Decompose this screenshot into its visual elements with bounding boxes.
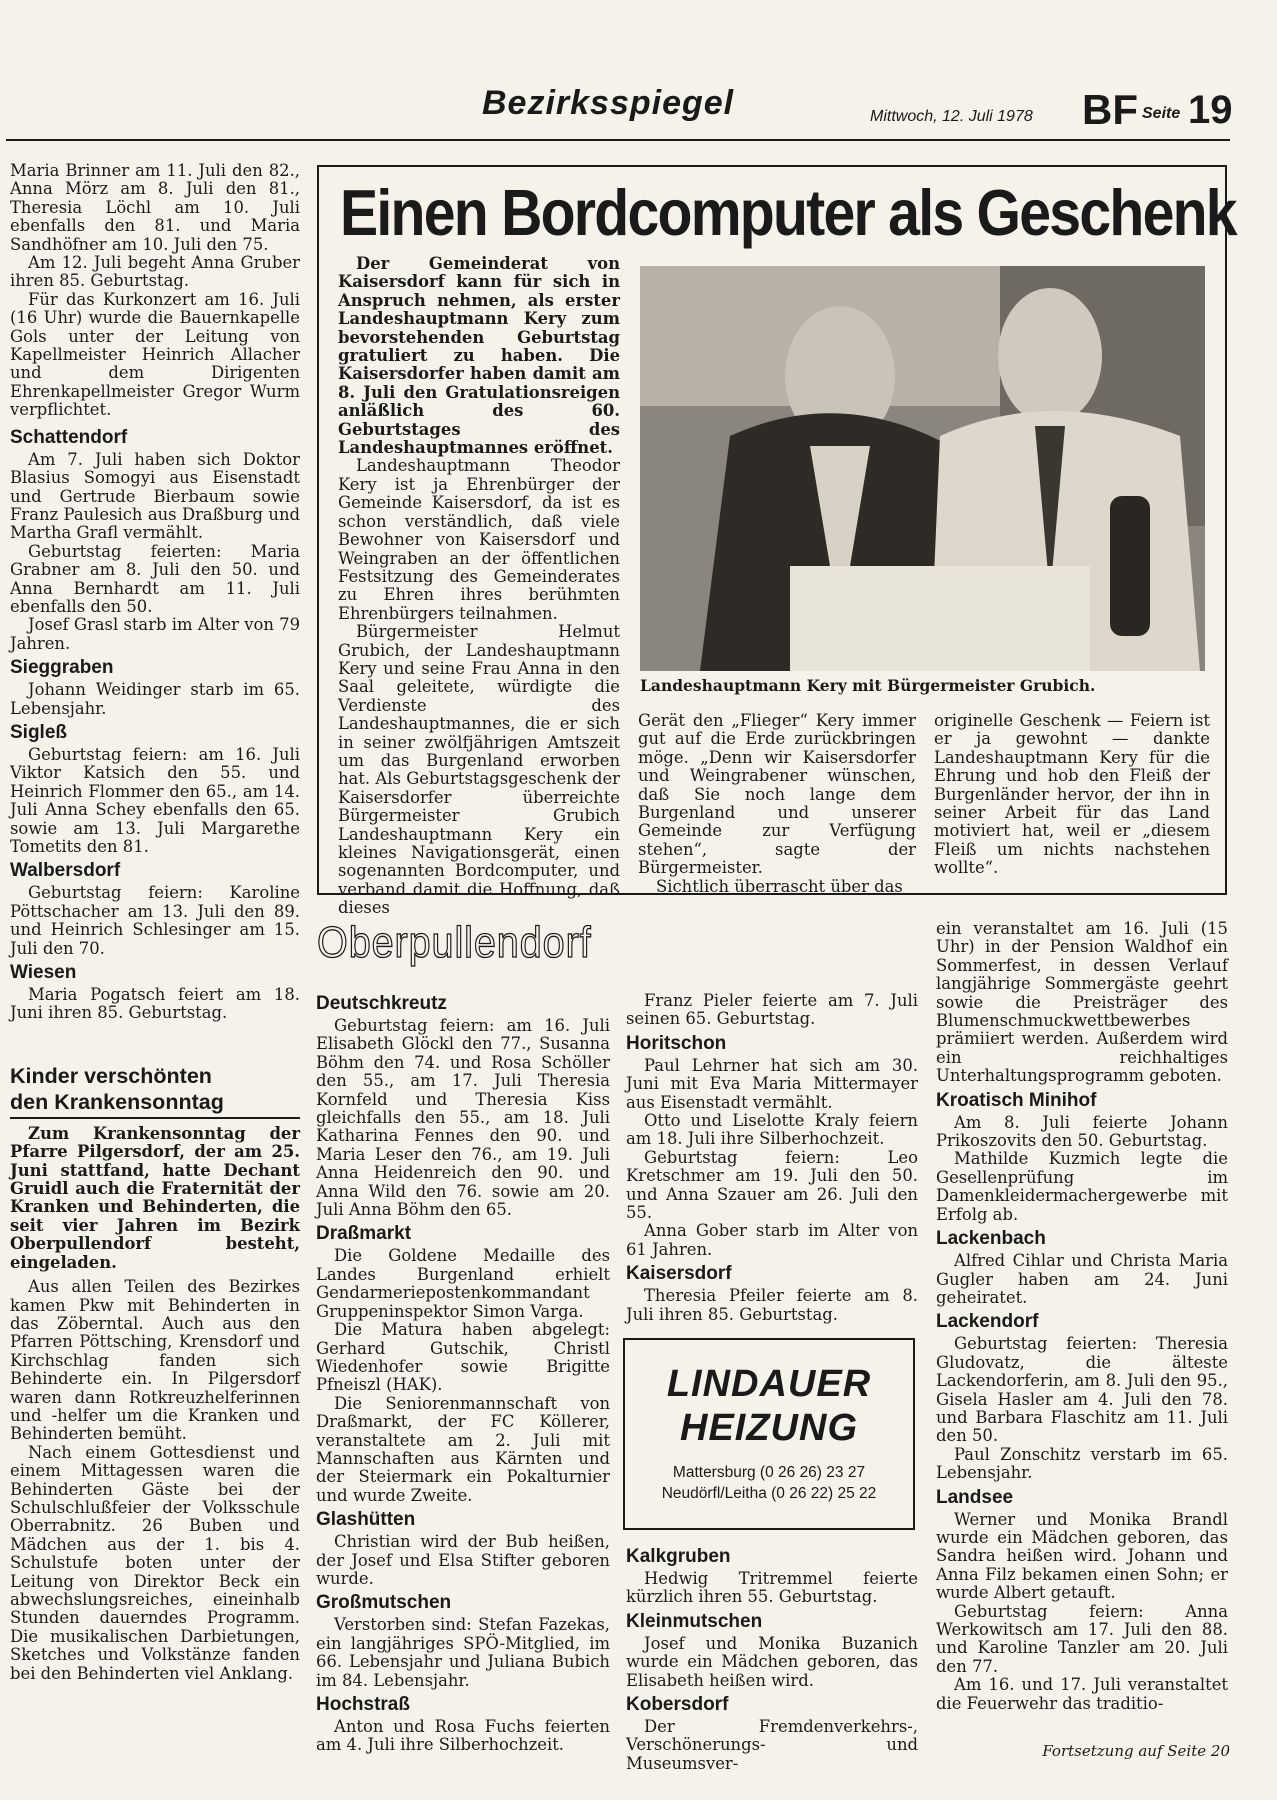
title-line: Kinder verschönten [10,1063,212,1088]
oberpullendorf-col3 [936,920,1228,1713]
paragraph: Geburtstag feiern: Anna Werkowitsch am 17. Juli den 88. und Karoline Tanzler am 20. Juli den 77. [936,1601,1228,1676]
section-heading: Glashütten [316,1509,416,1531]
kinder-article [10,1063,300,1683]
section-heading: Schattendorf [10,426,128,448]
paragraph: ein veranstaltet am 16. Juli (15 Uhr) in der Pension Waldhof ein Sommerfest, in dessen Verlauf langjährige Sommergäste geehrt sowie die Preisträger des Blumenschmuckwettbewerbes prämiiert werden. Außerdem wird ein reichhaltiges Unterhaltungsprogramm geboten. [936,919,1228,1086]
paragraph: Nach einem Gottesdienst und einem Mittagessen waren die Behinderten Gäste bei der Schulschlußfeier der Volksschule Oberrabnitz. 26 Buben und Mädchen aus der 1. bis 4. Schulstufe boten unter der Leitung von Direktor Beck ein abwechslungsreiches, eineinhalb Stunden dauerndes Programm. Die musikalischen Darbietungen, Sketches und Volkstänze fanden bei den Behinderten viel Anklang. [10,1442,300,1683]
photo-illustration [640,266,1205,671]
article-lead: Zum Krankensonntag der Pfarre Pilgersdorf, der am 25. Juni stattfand, hatte Dechant Gruidl auch die Fraternität der Kranken und Behinderten, die seit vier Jahren im Bezirk Oberpullendorf besteht, eingeladen. [10,1123,300,1272]
ad-contact: Neudörfl/Leitha (0 26 22) 25 22 [661,1485,877,1502]
ad-brand-line: HEIZUNG [680,1407,858,1449]
paragraph: Mathilde Kuzmich legte die Gesellenprüfung im Damenkleidermachergewerbe mit Erfolg ab. [936,1149,1228,1224]
page-number: 19 [1188,88,1233,132]
oberpullendorf-col2 [626,992,918,1324]
section-heading: Walbersdorf [10,860,121,882]
page-label: Seite [1142,105,1181,122]
main-headline: Einen Bordcomputer als Geschenk [340,176,1236,249]
section-heading: Wiesen [10,962,77,984]
oberpullendorf-col2-lower [626,1542,918,1773]
paragraph: Geburtstag feiern: am 16. Juli Elisabeth Glöckl den 77., Susanna Böhm den 74. und Rosa Schöller den 55., am 17. Juli Theresia Kornfeld und Theresia Kiss gleichfalls den 55., am 18. Juli Katharina Fennes den 90. und Maria Leser den 76., am 19. Juli Anna Heidenreich den 90. und Anna Wild den 76. sowie am 20. Juli Anna Böhm den 65. [316,1016,610,1220]
paragraph: Anton und Rosa Fuchs feierten am 4. Juli ihre Silberhochzeit. [316,1717,610,1755]
paragraph: Geburtstag feiern: am 16. Juli Viktor Katsich den 55. und Heinrich Flommer den 65., am 14. Juli Anna Schey ebenfalls den 65. sowie am 13. Juli Margarethe Tometits den 81. [10,744,300,856]
paragraph: Am 8. Juli feierte Johann Prikoszovits den 50. Geburtstag. [936,1112,1228,1151]
title-line: den Krankensonntag [10,1089,300,1119]
paragraph: Anna Gober starb im Alter von 61 Jahren. [626,1221,918,1259]
section-heading: Horitschon [626,1032,727,1054]
paragraph: Gerät den „Flieger“ Kery immer gut auf die Erde zurückbringen möge. „Denn wir Kaisersdorfer und Weingrabener wünschen, daß Sie noch lange dem Burgenland und unserer Gemeinde zur Verfügung stehen“, sagte der Bürgermeister. [638,711,916,878]
paragraph: Paul Zonschitz verstarb im 65. Lebensjahr. [936,1444,1228,1483]
article-photo [640,266,1205,671]
paragraph: Geburtstag feierten: Theresia Gludovatz, die älteste Lackendorferin, am 8. Juli den 95., Gisela Hasler am 4. Juli den 78. und Barbara Flaschitz am 11. Juli den 50. [936,1334,1228,1446]
section-heading: Draßmarkt [316,1223,412,1245]
section-title: Bezirksspiegel [482,84,735,122]
section-heading: Kobersdorf [626,1694,729,1716]
photo-caption: Landeshauptmann Kery mit Bürgermeister Grubich. [640,676,1096,695]
issue-date: Mittwoch, 12. Juli 1978 [870,108,1033,125]
section-heading: Lackenbach [936,1228,1046,1250]
section-heading: Kleinmutschen [626,1610,763,1632]
paragraph: Die Seniorenmannschaft von Draßmarkt, der FC Köllerer, veranstaltete am 2. Juli mit Mannschaften aus Kärnten und der Steiermark ein Pokalturnier und wurde Zweite. [316,1393,610,1505]
oberpullendorf-col1 [316,992,610,1755]
ad-brand-line: LINDAUER [666,1363,872,1405]
section-heading: Lackendorf [936,1311,1039,1333]
paragraph: Landeshauptmann Theodor Kery ist ja Ehrenbürger der Gemeinde Kaisersdorf, da ist es schon verständlich, daß viele Bewohner von Kaisersdorf und Weingraben an der öffentlichen Festsitzung des Gemeinderates zu Ehren ihres berühmten Ehrenbürgers teilnahmen. [338,456,620,623]
paragraph: Theresia Pfeiler feierte am 8. Juli ihren 85. Geburtstag. [626,1286,918,1324]
paragraph: Paul Lehrner hat sich am 30. Juni mit Eva Maria Mittermayer aus Eisenstadt vermählt. [626,1055,918,1112]
paragraph: Geburtstag feiern: Leo Kretschmer am 19. Juli den 50. und Anna Szauer am 26. Juli den 55. [626,1147,918,1223]
paragraph: Verstorben sind: Stefan Fazekas, ein langjähriges SPÖ-Mitglied, im 66. Lebensjahr und Juliana Bubich im 84. Lebensjahr. [316,1615,610,1690]
paragraph: Aus allen Teilen des Bezirkes kamen Pkw mit Behinderten in das Zöberntal. Auch aus den Pfarren Pöttsching, Krensdorf und Kirchschlag fanden sich Behinderte ein. In Pilgersdorf waren dann Rotkreuzhelferinnen und -helfer um die Kranken und Behinderten bemüht. [10,1277,300,1444]
paragraph: Sichtlich überrascht über das [656,876,903,896]
paper-logo: BF [1082,86,1138,133]
main-article-col1 [338,255,620,918]
paragraph: Otto und Liselotte Kraly feiern am 18. Juli ihre Silberhochzeit. [626,1111,918,1149]
section-heading: Sieggraben [10,657,114,679]
paragraph: Für das Kurkonzert am 16. Juli (16 Uhr) wurde die Bauernkapelle Gols unter der Leitung von Kapellmeister Heinrich Allacher und dem Dirigenten Ehrenkapellmeister Gregor Wurm verpflichtet. [10,289,300,420]
paragraph: Die Goldene Medaille des Landes Burgenland erhielt Gendarmeriepostenkommandant Gruppeninspektor Simon Varga. [316,1246,610,1321]
paragraph: originelle Geschenk — Feiern ist er ja gewohnt — dankte Landeshauptmann Kery für die Ehrung und hob den Fleiß der Burgenländer hervor, der ihn in seiner Arbeit für das Land motiviert hat, weil er „diesem Fleiß um nichts nachstehen wollte“. [934,711,1210,878]
paragraph: Der Fremdenverkehrs-, Verschönerungs- und Museumsver- [626,1717,918,1773]
paragraph: Johann Weidinger starb im 65. Lebensjahr. [10,680,300,718]
paragraph: Maria Pogatsch feiert am 18. Juni ihren 85. Geburtstag. [10,985,300,1023]
section-heading: Deutschkreutz [316,993,447,1014]
paragraph: Die Matura haben abgelegt: Gerhard Gutschik, Christl Wiedenhofer sowie Brigitte Pfneiszl (HAK). [316,1320,610,1395]
region-title: Oberpullendorf [317,918,592,967]
section-heading: Sigleß [10,721,68,743]
section-heading: Kaisersdorf [626,1263,732,1285]
paragraph: Franz Pieler feierte am 7. Juli seinen 65. Geburtstag. [626,991,918,1029]
paragraph: Josef und Monika Buzanich wurde ein Mädchen geboren, das Elisabeth heißen wird. [626,1633,918,1690]
paragraph: Bürgermeister Helmut Grubich, der Landeshauptmann Kery und seine Frau Anna in den Saal geleitete, würdigte die Verdienste des Landeshauptmannes, die er sich in seiner zwölfjährigen Amtszeit um das Burgenland erworben hat. Als Geburtstagsgeschenk der Kaisersdorfer überreichte Bürgermeister Grubich Landeshauptmann Kery ein kleines Navigationsgerät, einen sogenannten Bordcomputer, und verband damit die Hoffnung, daß dieses [338,622,620,918]
paragraph: Christian wird der Bub heißen, der Josef und Elsa Stifter geboren wurde. [316,1532,610,1588]
paragraph: Hedwig Tritremmel feierte kürzlich ihren 55. Geburtstag. [626,1569,918,1607]
paragraph: Maria Brinner am 11. Juli den 82., Anna Mörz am 8. Juli den 81., Theresia Löchl am 10. Juli ebenfalls den 81. und Maria Sandhöfner am 10. Juli den 75. [10,161,300,254]
main-article-col3 [934,712,1210,878]
section-heading: Landsee [936,1486,1014,1508]
header-rule [6,139,1230,141]
section-heading: Hochstraß [316,1694,410,1715]
column-1 [10,162,300,1683]
continued-note: Fortsetzung auf Seite 20 [1042,1742,1230,1760]
article-title [10,1063,300,1119]
ad-contact: Mattersburg (0 26 26) 23 27 [672,1464,866,1481]
section-heading: Kalkgruben [626,1546,731,1567]
paragraph: Am 16. und 17. Juli veranstaltet die Feuerwehr das traditio- [936,1675,1228,1713]
lindauer-ad [623,1338,915,1530]
paragraph: Werner und Monika Brandl wurde ein Mädchen geboren, das Sandra heißen wird. Johann und Anna Filz bekamen einen Sohn; er wurde Albert getauft. [936,1509,1228,1603]
section-heading: Kroatisch Minihof [936,1089,1097,1111]
paragraph: Am 12. Juli begeht Anna Gruber ihren 85. Geburtstag. [10,253,300,291]
paragraph: Alfred Cihlar und Christa Maria Gugler haben am 24. Juni geheiratet. [936,1251,1228,1307]
section-heading: Großmutschen [316,1592,452,1614]
paragraph: Josef Grasl starb im Alter von 79 Jahren. [10,615,300,653]
paragraph: Am 7. Juli haben sich Doktor Blasius Somogyi aus Eisenstadt und Gertrude Bierbaum sowie Franz Paulesich aus Draßburg und Martha Grafl vermählt. [10,449,300,543]
paragraph: Geburtstag feierten: Maria Grabner am 8. Juli den 50. und Anna Bernhardt am 11. Juli ebenfalls den 50. [10,541,300,616]
main-article-col2 [638,712,916,896]
paragraph: Geburtstag feiern: Karoline Pöttschacher am 13. Juli den 89. und Heinrich Schlesinger am 15. Juli den 70. [10,883,300,958]
article-lead: Der Gemeinderat von Kaisersdorf kann für sich in Anspruch nehmen, als erster Landeshauptmann Kery zum bevorstehenden Geburtstag gratuliert zu haben. Die Kaisersdorfer haben damit am 8. Juli den Gratulationsreigen anläßlich des 60. Geburtstages des Landeshauptmannes eröffnet. [338,254,620,458]
